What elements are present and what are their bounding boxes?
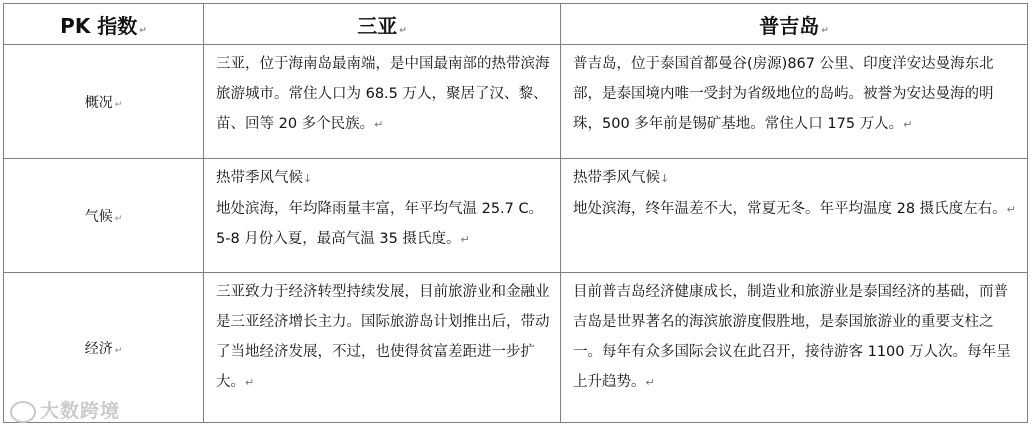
cell-phuket-economy: 目前普吉岛经济健康成长，制造业和旅游业是泰国经济的基础，而普吉岛是世界著名的海滨旅游度假胜地，是泰国旅游业的重要支柱之一。每年有众多国际会议在此召开，接待游客 1100 万人次。每年呈上升趋势。↵ — [561, 273, 1028, 423]
row-overview — [4, 45, 1028, 159]
cell-phuket-climate: 热带季风气候↓ 地处滨海，终年温差不大，常夏无冬。年平均温度 28 摄氏度左右。↵ — [561, 159, 1028, 273]
row-economy — [4, 273, 1028, 423]
cell-sanya-climate: 热带季风气候↓ 地处滨海，年均降雨量丰富，年平均气温 25.7 C。5-8 月份入夏，最高气温 35 摄氏度。↵ — [204, 159, 561, 273]
row-label-climate: 气候 ↵ — [4, 159, 204, 273]
comparison-table — [3, 3, 1028, 423]
row-label-economy: 经济 ↵ — [4, 273, 204, 423]
row-label-overview: 概况 ↵ — [4, 45, 204, 159]
header-pk-index: PK 指数 ↵ — [4, 4, 204, 45]
header-row — [4, 4, 1028, 45]
row-climate — [4, 159, 1028, 273]
cell-sanya-economy: 三亚致力于经济转型持续发展，目前旅游业和金融业是三亚经济增长主力。国际旅游岛计划推出后，带动了当地经济发展，不过，也使得贫富差距进一步扩大。↵ — [204, 273, 561, 423]
header-phuket: 普吉岛 ↵ — [561, 4, 1028, 45]
watermark-logo-icon — [10, 401, 36, 423]
cell-sanya-overview: 三亚，位于海南岛最南端，是中国最南部的热带滨海旅游城市。常住人口为 68.5 万人，聚居了汉、黎、苗、回等 20 多个民族。↵ — [204, 45, 561, 159]
cell-phuket-overview: 普吉岛，位于泰国首都曼谷(房源)867 公里、印度洋安达曼海东北部，是泰国境内唯一受封为省级地位的岛屿。被誉为安达曼海的明珠，500 多年前是锡矿基地。常住人口 175 万人。↵ — [561, 45, 1028, 159]
watermark: 大数跨境 — [10, 396, 120, 423]
header-sanya: 三亚 ↵ — [204, 4, 561, 45]
